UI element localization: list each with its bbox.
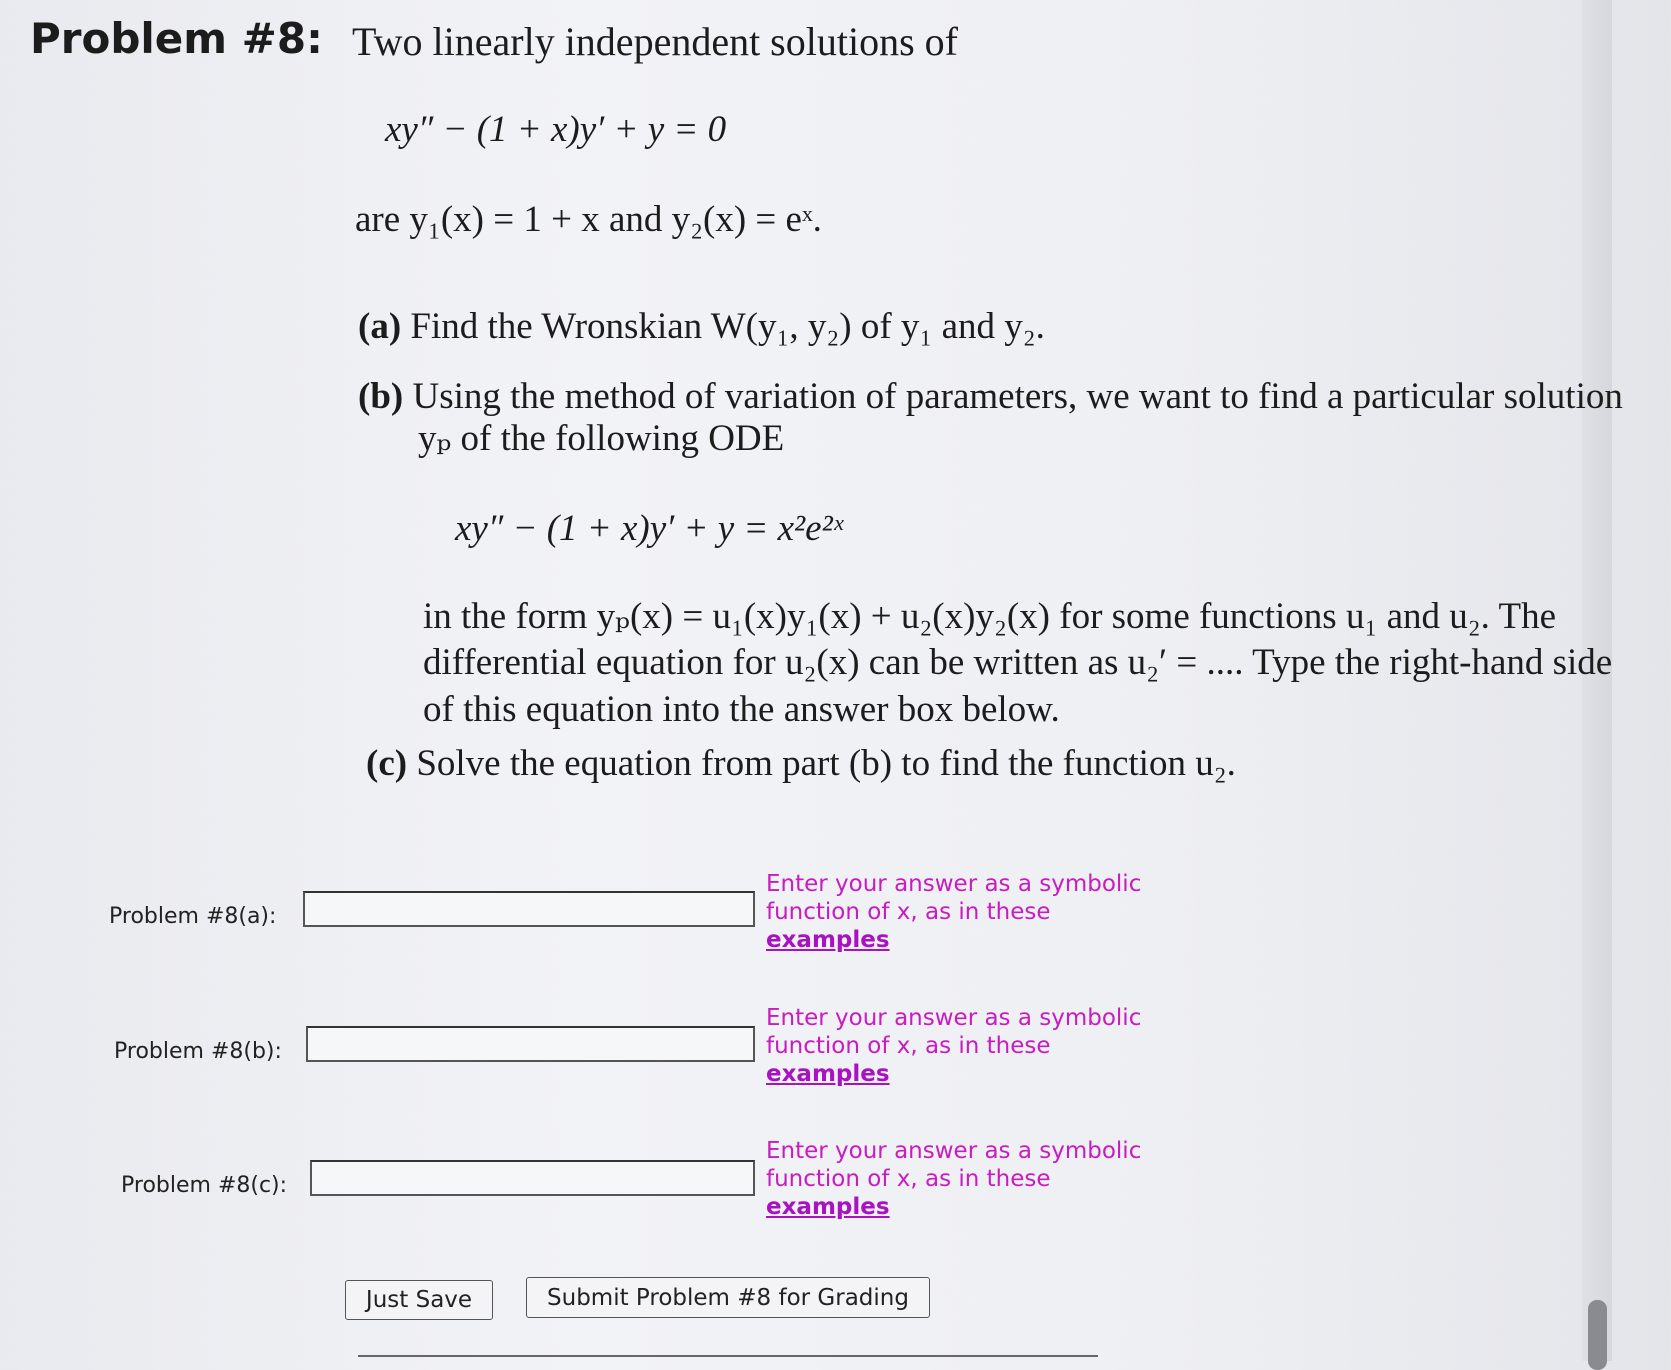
problem-intro: Two linearly independent solutions of <box>352 19 958 64</box>
scrollbar-thumb[interactable] <box>1588 1300 1607 1370</box>
answer-c-hint-line1: Enter your answer as a symbolic <box>766 1138 1142 1164</box>
answer-a-hint-line1: Enter your answer as a symbolic <box>766 871 1142 897</box>
answer-b-hint-line1: Enter your answer as a symbolic <box>766 1005 1142 1031</box>
main-equation: xy″ − (1 + x)y′ + y = 0 <box>385 109 727 150</box>
just-save-button[interactable]: Just Save <box>345 1280 493 1320</box>
part-a-label: (a) <box>358 306 402 347</box>
part-a <box>358 305 1045 348</box>
problem-label: Problem #8: <box>30 14 323 63</box>
answer-b-input[interactable] <box>306 1026 755 1062</box>
answer-a-label: Problem #8(a): <box>109 904 277 929</box>
part-b-line1 <box>358 375 1623 418</box>
part-b-line2: yₚ of the following ODE <box>418 418 785 459</box>
answer-c-label: Problem #8(c): <box>121 1173 288 1198</box>
part-b-line5: of this equation into the answer box below. <box>423 689 1060 730</box>
bottom-divider <box>358 1355 1098 1357</box>
part-b-equation: xy″ − (1 + x)y′ + y = x²e²ˣ <box>455 508 844 549</box>
part-a-text: Find the Wronskian W(y₁, y₂) of y₁ and y₂. <box>410 306 1045 347</box>
answer-c-input[interactable] <box>310 1160 755 1196</box>
answer-c-examples-link[interactable]: examples <box>766 1194 890 1220</box>
answer-a-examples-link[interactable]: examples <box>766 927 890 953</box>
answer-a-hint <box>766 870 1141 954</box>
part-c <box>366 742 1236 785</box>
answer-c-hint <box>766 1137 1141 1221</box>
solutions-line: are y₁(x) = 1 + x and y₂(x) = eˣ. <box>355 199 822 240</box>
part-b-label: (b) <box>358 376 404 417</box>
answer-a-input[interactable] <box>303 891 755 927</box>
part-c-text: Solve the equation from part (b) to find the function u₂. <box>416 743 1236 784</box>
part-b-line3: in the form yₚ(x) = u₁(x)y₁(x) + u₂(x)y₂(x) for some functions u₁ and u₂. The <box>423 596 1557 637</box>
part-b-text-1: Using the method of variation of parameters, we want to find a particular solution <box>412 376 1623 417</box>
part-b-line4: differential equation for u₂(x) can be written as u₂′ = .... Type the right-hand side <box>423 642 1613 683</box>
answer-b-hint-line2: function of x, as in these <box>766 1033 1051 1059</box>
answer-b-hint <box>766 1004 1141 1088</box>
answer-b-examples-link[interactable]: examples <box>766 1061 890 1087</box>
answer-a-hint-line2: function of x, as in these <box>766 899 1051 925</box>
answer-c-hint-line2: function of x, as in these <box>766 1166 1051 1192</box>
part-c-label: (c) <box>366 743 408 784</box>
answer-b-label: Problem #8(b): <box>114 1039 282 1064</box>
submit-button[interactable]: Submit Problem #8 for Grading <box>526 1277 930 1318</box>
